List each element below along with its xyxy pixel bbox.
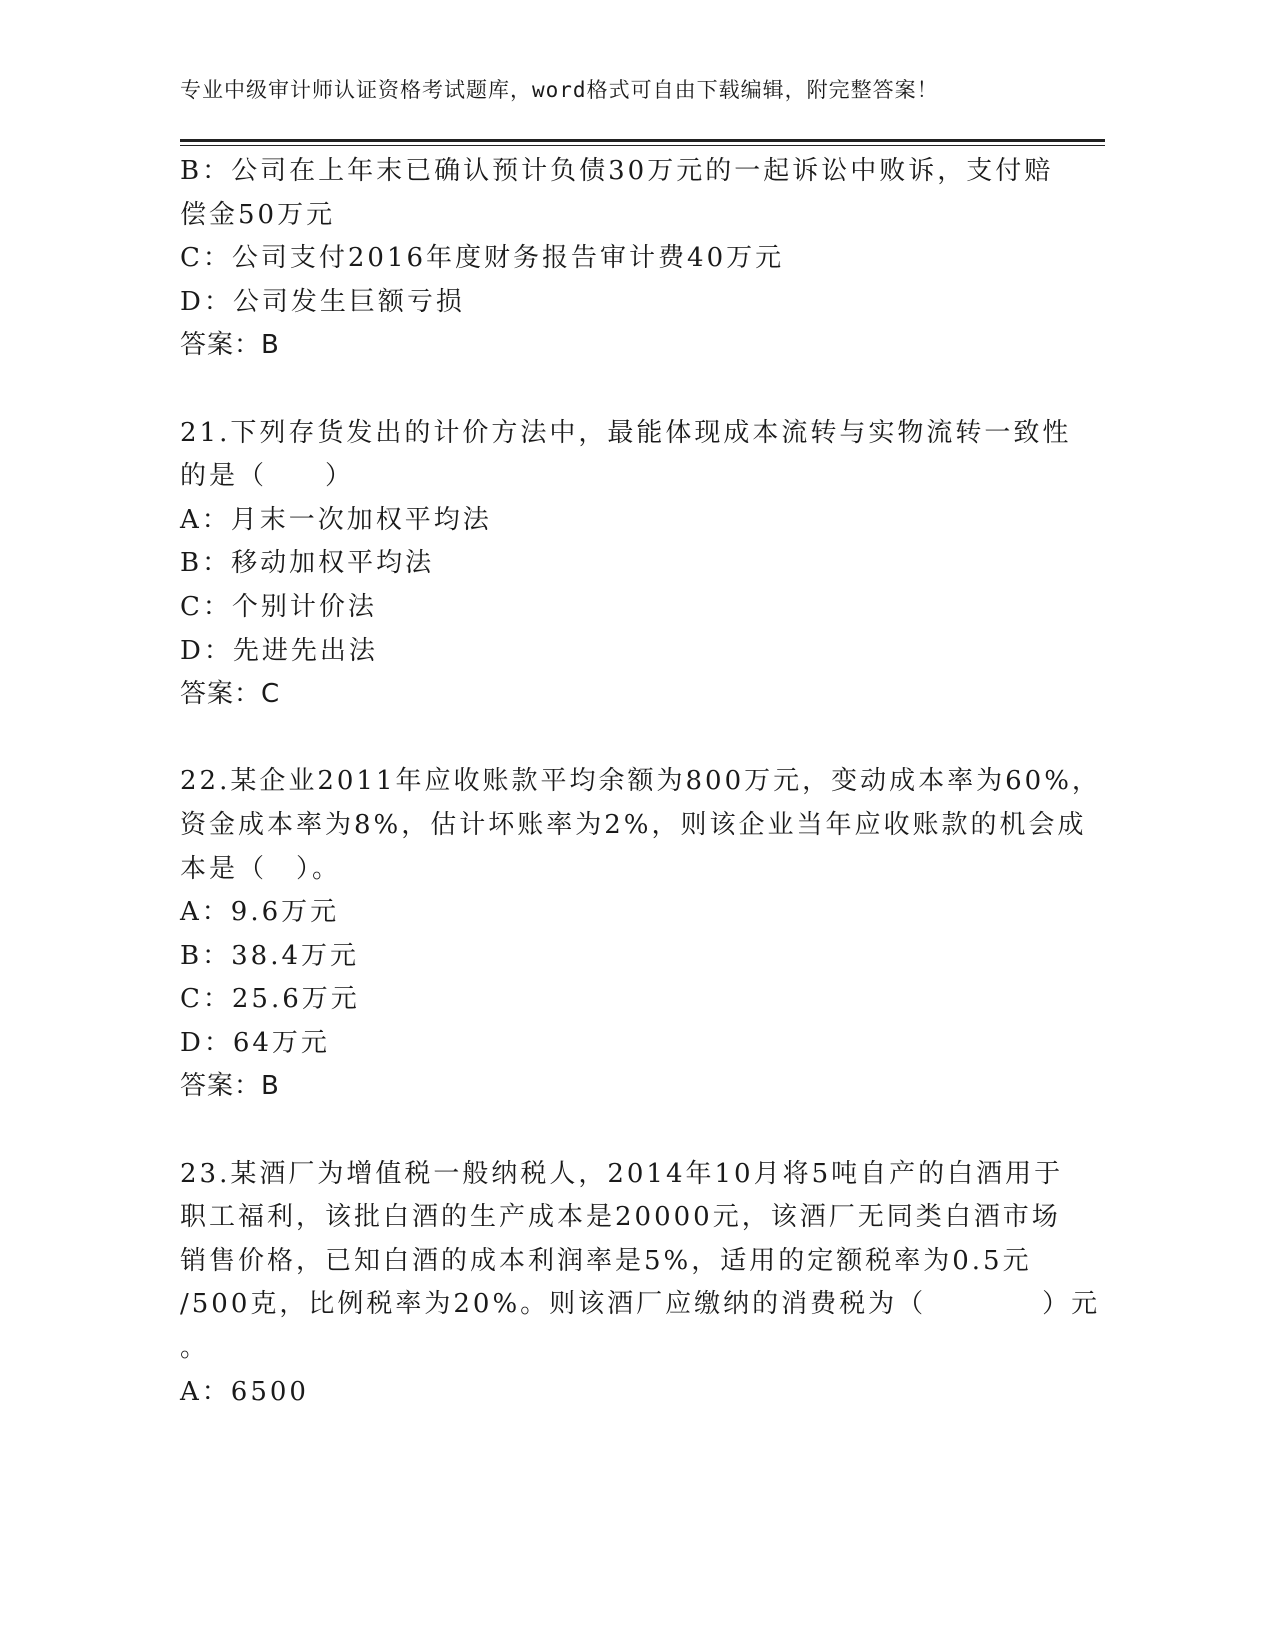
text-line: C：个别计价法: [180, 591, 377, 622]
text-line: D：64万元: [180, 1027, 330, 1058]
text-line: 职工福利，该批白酒的生产成本是20000元，该酒厂无同类白酒市场: [180, 1202, 1061, 1233]
text-line: C：25.6万元: [180, 984, 360, 1015]
header-rule-thick: [180, 139, 1105, 142]
text-line: A：6500: [180, 1376, 309, 1407]
text-line: 23.某酒厂为增值税一般纳税人，2014年10月将5吨自产的白酒用于: [180, 1158, 1064, 1189]
answer-line: 答案：B: [180, 330, 280, 361]
question-content: [180, 150, 1101, 1414]
text-line: B：移动加权平均法: [180, 548, 435, 579]
text-line: 的是（ ）: [180, 461, 355, 492]
text-line: 21.下列存货发出的计价方法中，最能体现成本流转与实物流转一致性: [180, 417, 1072, 448]
text-line: 偿金50万元: [180, 199, 336, 230]
text-line: D：公司发生巨额亏损: [180, 286, 465, 317]
text-line: /500克，比例税率为20%。则该酒厂应缴纳的消费税为（ ）元: [180, 1289, 1101, 1320]
text-line: 22.某企业2011年应收账款平均余额为800万元，变动成本率为60%，: [180, 766, 1101, 797]
paragraph-gap: [180, 368, 1040, 412]
text-line: C：公司支付2016年度财务报告审计费40万元: [180, 243, 785, 274]
text-line: 资金成本率为8%，估计坏账率为2%，则该企业当年应收账款的机会成: [180, 809, 1087, 840]
paragraph-gap: [180, 1109, 1040, 1153]
text-line: D：先进先出法: [180, 635, 378, 666]
text-line: A：9.6万元: [180, 897, 340, 928]
text-line: 销售价格，已知白酒的成本利润率是5%，适用的定额税率为0.5元: [180, 1245, 1032, 1276]
page-header: 专业中级审计师认证资格考试题库，word格式可自由下载编辑，附完整答案！: [180, 78, 939, 102]
answer-line: 答案：C: [180, 679, 281, 710]
text-line: A：月末一次加权平均法: [180, 504, 492, 535]
text-line: 。: [180, 1333, 210, 1364]
answer-line: 答案：B: [180, 1071, 280, 1102]
text-line: B：公司在上年末已确认预计负债30万元的一起诉讼中败诉，支付赔: [180, 156, 1054, 186]
text-line: B：38.4万元: [180, 940, 359, 971]
header-rule-thin: [180, 145, 1105, 146]
paragraph-gap: [180, 717, 1040, 761]
text-line: 本是（ ）。: [180, 853, 342, 884]
